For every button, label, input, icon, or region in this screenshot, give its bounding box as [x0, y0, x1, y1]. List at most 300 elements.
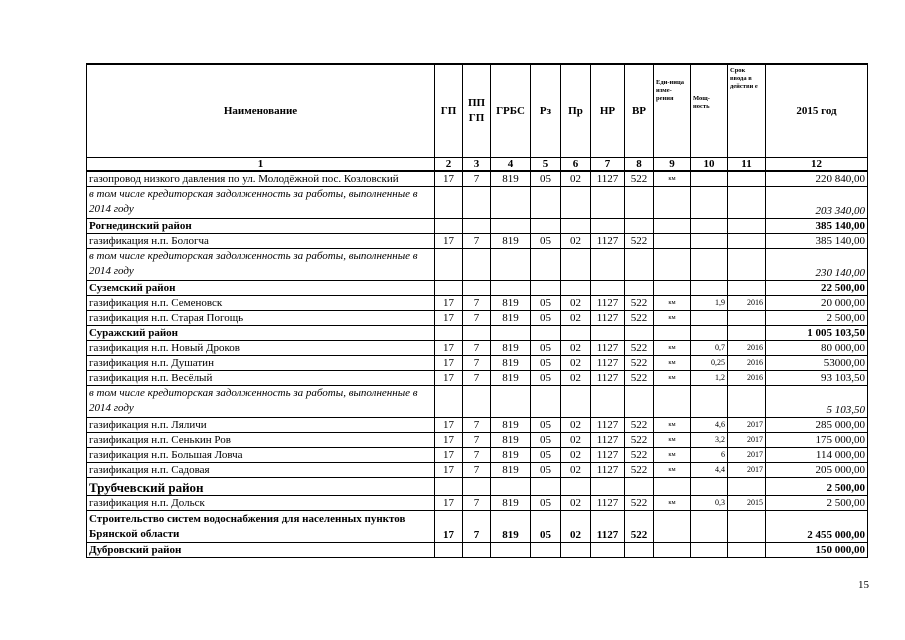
vr-cell	[625, 478, 654, 496]
row-name: в том числе кредиторская задолженность за работы, выполненные в 2014 году	[87, 249, 435, 281]
row-name: газификация н.п. Семеновск	[87, 296, 435, 311]
pr-cell: 02	[561, 171, 591, 187]
unit-cell: км	[654, 433, 691, 448]
vr-cell	[625, 219, 654, 234]
amount-cell: 22 500,00	[766, 281, 868, 296]
header-nr: НР	[591, 64, 625, 158]
vr-cell: 522	[625, 171, 654, 187]
grbs-cell: 819	[491, 496, 531, 511]
table-row	[87, 418, 868, 433]
pr-cell	[561, 281, 591, 296]
column-number: 1	[87, 158, 435, 172]
nr-cell: 1127	[591, 511, 625, 543]
capacity-cell	[691, 478, 728, 496]
district-row	[87, 219, 868, 234]
capacity-cell	[691, 543, 728, 558]
vr-cell: 522	[625, 311, 654, 326]
pr-cell: 02	[561, 356, 591, 371]
capacity-cell: 0,3	[691, 496, 728, 511]
capacity-cell	[691, 187, 728, 219]
amount-cell: 1 005 103,50	[766, 326, 868, 341]
rz-cell: 05	[531, 433, 561, 448]
term-cell	[728, 234, 766, 249]
unit-cell	[654, 219, 691, 234]
column-number-row	[87, 158, 868, 172]
amount-cell: 53000,00	[766, 356, 868, 371]
ppgp-cell	[463, 478, 491, 496]
pr-cell	[561, 478, 591, 496]
vr-cell: 522	[625, 463, 654, 478]
ppgp-cell	[463, 326, 491, 341]
nr-cell: 1127	[591, 418, 625, 433]
grbs-cell	[491, 326, 531, 341]
table-row	[87, 234, 868, 249]
rz-cell	[531, 219, 561, 234]
column-number: 9	[654, 158, 691, 172]
vr-cell	[625, 543, 654, 558]
gp-cell	[435, 326, 463, 341]
budget-table	[86, 63, 868, 558]
amount-cell: 385 140,00	[766, 219, 868, 234]
amount-cell: 2 500,00	[766, 496, 868, 511]
rz-cell	[531, 187, 561, 219]
vr-cell: 522	[625, 418, 654, 433]
nr-cell: 1127	[591, 463, 625, 478]
amount-cell: 2 500,00	[766, 311, 868, 326]
ppgp-cell	[463, 386, 491, 418]
grbs-cell	[491, 386, 531, 418]
vr-cell: 522	[625, 448, 654, 463]
gp-cell: 17	[435, 234, 463, 249]
column-number: 8	[625, 158, 654, 172]
grbs-cell: 819	[491, 463, 531, 478]
capacity-cell	[691, 281, 728, 296]
grbs-cell: 819	[491, 171, 531, 187]
header-grbs: ГРБС	[491, 64, 531, 158]
pr-cell: 02	[561, 371, 591, 386]
term-cell	[728, 326, 766, 341]
rz-cell	[531, 386, 561, 418]
header-name: Наименование	[87, 64, 435, 158]
nr-cell	[591, 249, 625, 281]
unit-cell: км	[654, 448, 691, 463]
unit-cell	[654, 386, 691, 418]
term-cell	[728, 281, 766, 296]
ppgp-cell	[463, 281, 491, 296]
row-name: Строительство систем водоснабжения для населенных пунктов Брянской области	[87, 511, 435, 543]
amount-cell: 93 103,50	[766, 371, 868, 386]
vr-cell: 522	[625, 371, 654, 386]
capacity-cell	[691, 386, 728, 418]
rz-cell: 05	[531, 448, 561, 463]
header-rz: Рз	[531, 64, 561, 158]
gp-cell	[435, 543, 463, 558]
ppgp-cell: 7	[463, 418, 491, 433]
column-number: 3	[463, 158, 491, 172]
capacity-cell	[691, 511, 728, 543]
ppgp-cell	[463, 543, 491, 558]
nr-cell	[591, 187, 625, 219]
rz-cell	[531, 281, 561, 296]
row-name: газопровод низкого давления по ул. Молодёжной пос. Козловский	[87, 171, 435, 187]
gp-cell	[435, 386, 463, 418]
term-cell: 2015	[728, 496, 766, 511]
capacity-cell: 4,4	[691, 463, 728, 478]
unit-cell: км	[654, 296, 691, 311]
gp-cell: 17	[435, 511, 463, 543]
ppgp-cell: 7	[463, 433, 491, 448]
gp-cell: 17	[435, 371, 463, 386]
table-row	[87, 433, 868, 448]
term-cell	[728, 171, 766, 187]
pr-cell: 02	[561, 296, 591, 311]
table-row	[87, 311, 868, 326]
amount-cell: 385 140,00	[766, 234, 868, 249]
row-name: газификация н.п. Весёлый	[87, 371, 435, 386]
header-year: 2015 год	[766, 64, 868, 158]
unit-cell: км	[654, 371, 691, 386]
amount-cell: 285 000,00	[766, 418, 868, 433]
pr-cell: 02	[561, 511, 591, 543]
rz-cell: 05	[531, 296, 561, 311]
table-row	[87, 463, 868, 478]
vr-cell	[625, 386, 654, 418]
capacity-cell: 1,2	[691, 371, 728, 386]
gp-cell	[435, 219, 463, 234]
ppgp-cell: 7	[463, 234, 491, 249]
ppgp-cell: 7	[463, 371, 491, 386]
gp-cell: 17	[435, 171, 463, 187]
pr-cell: 02	[561, 496, 591, 511]
column-number: 5	[531, 158, 561, 172]
grbs-cell	[491, 543, 531, 558]
gp-cell	[435, 478, 463, 496]
pr-cell: 02	[561, 341, 591, 356]
ppgp-cell: 7	[463, 463, 491, 478]
vr-cell	[625, 187, 654, 219]
vr-cell	[625, 281, 654, 296]
district-row	[87, 326, 868, 341]
row-name: Трубчевский район	[87, 478, 435, 496]
amount-cell: 203 340,00	[766, 187, 868, 219]
term-cell: 2016	[728, 296, 766, 311]
vr-cell	[625, 249, 654, 281]
amount-cell: 5 103,50	[766, 386, 868, 418]
district-row	[87, 478, 868, 496]
column-number: 2	[435, 158, 463, 172]
grbs-cell	[491, 249, 531, 281]
pr-cell	[561, 386, 591, 418]
nr-cell: 1127	[591, 371, 625, 386]
ppgp-cell	[463, 187, 491, 219]
pr-cell: 02	[561, 311, 591, 326]
nr-cell	[591, 543, 625, 558]
nr-cell: 1127	[591, 311, 625, 326]
amount-cell: 220 840,00	[766, 171, 868, 187]
rz-cell: 05	[531, 418, 561, 433]
pr-cell	[561, 543, 591, 558]
grbs-cell: 819	[491, 511, 531, 543]
capacity-cell: 0,25	[691, 356, 728, 371]
term-cell	[728, 511, 766, 543]
gp-cell: 17	[435, 433, 463, 448]
gp-cell: 17	[435, 356, 463, 371]
column-number: 4	[491, 158, 531, 172]
pr-cell	[561, 219, 591, 234]
ppgp-cell: 7	[463, 311, 491, 326]
rz-cell: 05	[531, 171, 561, 187]
vr-cell: 522	[625, 433, 654, 448]
header-gp: ГП	[435, 64, 463, 158]
column-number: 11	[728, 158, 766, 172]
rz-cell: 05	[531, 511, 561, 543]
vr-cell: 522	[625, 496, 654, 511]
table-row	[87, 448, 868, 463]
gp-cell: 17	[435, 448, 463, 463]
pr-cell: 02	[561, 418, 591, 433]
row-name: в том числе кредиторская задолженность за работы, выполненные в 2014 году	[87, 386, 435, 418]
term-cell	[728, 187, 766, 219]
amount-cell: 114 000,00	[766, 448, 868, 463]
ppgp-cell: 7	[463, 171, 491, 187]
row-name: Суражский район	[87, 326, 435, 341]
nr-cell: 1127	[591, 171, 625, 187]
pr-cell	[561, 249, 591, 281]
header-vr: ВР	[625, 64, 654, 158]
unit-cell	[654, 234, 691, 249]
unit-cell: км	[654, 496, 691, 511]
nr-cell	[591, 386, 625, 418]
nr-cell: 1127	[591, 433, 625, 448]
gp-cell	[435, 281, 463, 296]
capacity-cell: 6	[691, 448, 728, 463]
row-name: газификация н.п. Новый Дроков	[87, 341, 435, 356]
term-cell	[728, 543, 766, 558]
header-ppgp: ПП ГП	[463, 64, 491, 158]
unit-cell	[654, 543, 691, 558]
capacity-cell	[691, 311, 728, 326]
grbs-cell	[491, 281, 531, 296]
grbs-cell: 819	[491, 341, 531, 356]
nr-cell	[591, 219, 625, 234]
table-row	[87, 511, 868, 543]
gp-cell: 17	[435, 463, 463, 478]
table-row	[87, 171, 868, 187]
term-cell: 2016	[728, 356, 766, 371]
district-row	[87, 543, 868, 558]
unit-cell: км	[654, 356, 691, 371]
rz-cell	[531, 478, 561, 496]
amount-cell: 230 140,00	[766, 249, 868, 281]
header-unit: Еди-ница изме-рения	[654, 64, 691, 158]
pr-cell: 02	[561, 234, 591, 249]
ppgp-cell: 7	[463, 341, 491, 356]
amount-cell: 2 500,00	[766, 478, 868, 496]
grbs-cell: 819	[491, 371, 531, 386]
district-row	[87, 281, 868, 296]
row-name: газификация н.п. Дольск	[87, 496, 435, 511]
grbs-cell: 819	[491, 311, 531, 326]
capacity-cell	[691, 234, 728, 249]
term-cell: 2017	[728, 463, 766, 478]
unit-cell: км	[654, 463, 691, 478]
rz-cell: 05	[531, 341, 561, 356]
table-row	[87, 356, 868, 371]
unit-cell: км	[654, 418, 691, 433]
rz-cell	[531, 249, 561, 281]
ppgp-cell: 7	[463, 511, 491, 543]
grbs-cell: 819	[491, 296, 531, 311]
capacity-cell	[691, 326, 728, 341]
note-row	[87, 249, 868, 281]
gp-cell: 17	[435, 296, 463, 311]
row-name: Дубровский район	[87, 543, 435, 558]
vr-cell: 522	[625, 356, 654, 371]
capacity-cell	[691, 171, 728, 187]
ppgp-cell: 7	[463, 448, 491, 463]
row-name: в том числе кредиторская задолженность за работы, выполненные в 2014 году	[87, 187, 435, 219]
pr-cell	[561, 187, 591, 219]
nr-cell: 1127	[591, 234, 625, 249]
term-cell: 2016	[728, 341, 766, 356]
capacity-cell	[691, 249, 728, 281]
header-row	[87, 64, 868, 158]
rz-cell: 05	[531, 311, 561, 326]
term-cell	[728, 311, 766, 326]
nr-cell	[591, 281, 625, 296]
pr-cell	[561, 326, 591, 341]
unit-cell: км	[654, 311, 691, 326]
row-name: газификация н.п. Бологча	[87, 234, 435, 249]
row-name: газификация н.п. Садовая	[87, 463, 435, 478]
nr-cell	[591, 478, 625, 496]
rz-cell	[531, 326, 561, 341]
vr-cell	[625, 326, 654, 341]
nr-cell: 1127	[591, 341, 625, 356]
amount-cell: 175 000,00	[766, 433, 868, 448]
row-name: газификация н.п. Душатин	[87, 356, 435, 371]
term-cell: 2017	[728, 448, 766, 463]
ppgp-cell: 7	[463, 356, 491, 371]
header-capacity: Мощ-ность	[691, 64, 728, 158]
grbs-cell: 819	[491, 448, 531, 463]
term-cell	[728, 249, 766, 281]
row-name: газификация н.п. Ляличи	[87, 418, 435, 433]
term-cell: 2016	[728, 371, 766, 386]
rz-cell: 05	[531, 371, 561, 386]
header-pr: Пр	[561, 64, 591, 158]
column-number: 6	[561, 158, 591, 172]
vr-cell: 522	[625, 341, 654, 356]
column-number: 12	[766, 158, 868, 172]
amount-cell: 20 000,00	[766, 296, 868, 311]
grbs-cell: 819	[491, 356, 531, 371]
table-row	[87, 371, 868, 386]
capacity-cell: 1,9	[691, 296, 728, 311]
pr-cell: 02	[561, 463, 591, 478]
amount-cell: 205 000,00	[766, 463, 868, 478]
table-row	[87, 341, 868, 356]
gp-cell	[435, 249, 463, 281]
ppgp-cell	[463, 249, 491, 281]
unit-cell	[654, 478, 691, 496]
capacity-cell: 0,7	[691, 341, 728, 356]
vr-cell: 522	[625, 511, 654, 543]
rz-cell	[531, 543, 561, 558]
unit-cell: км	[654, 171, 691, 187]
nr-cell: 1127	[591, 296, 625, 311]
page-number: 15	[858, 579, 869, 591]
gp-cell: 17	[435, 341, 463, 356]
unit-cell: км	[654, 341, 691, 356]
amount-cell: 2 455 000,00	[766, 511, 868, 543]
pr-cell: 02	[561, 433, 591, 448]
unit-cell	[654, 326, 691, 341]
term-cell	[728, 219, 766, 234]
amount-cell: 80 000,00	[766, 341, 868, 356]
unit-cell	[654, 281, 691, 296]
vr-cell: 522	[625, 296, 654, 311]
row-name: газификация н.п. Старая Погощь	[87, 311, 435, 326]
grbs-cell	[491, 187, 531, 219]
nr-cell: 1127	[591, 448, 625, 463]
row-name: Рогнединский район	[87, 219, 435, 234]
grbs-cell: 819	[491, 418, 531, 433]
grbs-cell: 819	[491, 433, 531, 448]
term-cell	[728, 478, 766, 496]
row-name: газификация н.п. Большая Ловча	[87, 448, 435, 463]
term-cell	[728, 386, 766, 418]
table-row	[87, 296, 868, 311]
header-term: Срок ввода в действи е	[728, 64, 766, 158]
unit-cell	[654, 511, 691, 543]
vr-cell: 522	[625, 234, 654, 249]
amount-cell: 150 000,00	[766, 543, 868, 558]
ppgp-cell	[463, 219, 491, 234]
ppgp-cell: 7	[463, 296, 491, 311]
term-cell: 2017	[728, 433, 766, 448]
rz-cell: 05	[531, 356, 561, 371]
row-name: Суземский район	[87, 281, 435, 296]
gp-cell: 17	[435, 311, 463, 326]
capacity-cell	[691, 219, 728, 234]
rz-cell: 05	[531, 234, 561, 249]
grbs-cell	[491, 219, 531, 234]
note-row	[87, 386, 868, 418]
column-number: 7	[591, 158, 625, 172]
nr-cell: 1127	[591, 356, 625, 371]
capacity-cell: 3,2	[691, 433, 728, 448]
grbs-cell	[491, 478, 531, 496]
gp-cell: 17	[435, 418, 463, 433]
row-name: газификация н.п. Сенькин Ров	[87, 433, 435, 448]
column-number: 10	[691, 158, 728, 172]
capacity-cell: 4,6	[691, 418, 728, 433]
pr-cell: 02	[561, 448, 591, 463]
nr-cell	[591, 326, 625, 341]
ppgp-cell: 7	[463, 496, 491, 511]
rz-cell: 05	[531, 496, 561, 511]
grbs-cell: 819	[491, 234, 531, 249]
note-row	[87, 187, 868, 219]
term-cell: 2017	[728, 418, 766, 433]
gp-cell	[435, 187, 463, 219]
unit-cell	[654, 249, 691, 281]
nr-cell: 1127	[591, 496, 625, 511]
gp-cell: 17	[435, 496, 463, 511]
table-row	[87, 496, 868, 511]
unit-cell	[654, 187, 691, 219]
